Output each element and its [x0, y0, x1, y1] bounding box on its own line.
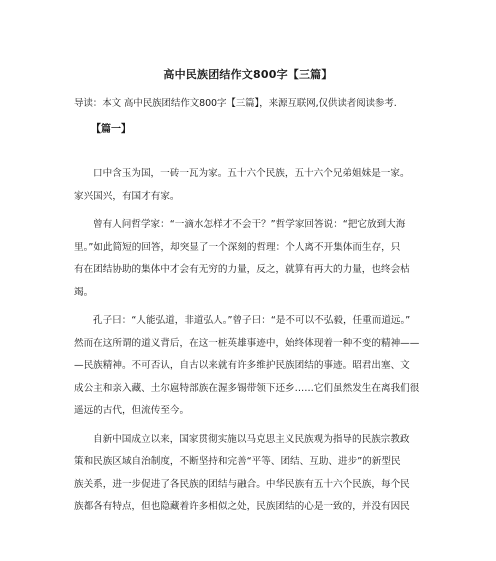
- paragraph-line: 口中含玉为国，一砖一瓦为家。五十六个民族，五十六个兄弟姐妹是一家。: [93, 168, 410, 179]
- document-intro: 导读：本文 高中民族团结作文800字【三篇】，来源互联网,仅供读者阅读参考.: [74, 98, 397, 109]
- paragraph-line: —民族精神。不可否认，自古以来就有许多维护民族团结的事迹。昭君出塞、文: [74, 360, 410, 371]
- paragraph-3: [74, 310, 436, 423]
- paragraph-line: 成公主和亲入藏、土尔扈特部族在渥多锡带领下还乡……它们虽然发生在离我们很: [74, 382, 420, 394]
- paragraph-line: 遥远的古代，但流传至今。: [74, 405, 190, 416]
- paragraph-2: [74, 214, 436, 304]
- paragraph-4: [74, 429, 436, 519]
- paragraph-line: 里。”如此简短的回答，却突显了一个深刻的哲理：个人离不开集体而生存，只: [74, 241, 401, 253]
- paragraph-line: 家兴国兴，有国才有家。: [74, 190, 180, 202]
- essay-body: [74, 163, 436, 525]
- paragraph-1: [74, 163, 436, 208]
- paragraph-line: 然而在这所谓的道义背后，在这一桩英雄事迹中，始终体现着一种不变的精神——: [74, 337, 420, 349]
- paragraph-line: 孔子曰：“人能弘道，非道弘人。”曾子曰：“是不可以不弘毅，任重而道远。”: [93, 315, 411, 326]
- paragraph-line: 曾有人问哲学家：“一滴水怎样才不会干？”哲学家回答说：“把它放到大海: [93, 219, 406, 230]
- paragraph-line: 竭。: [74, 286, 94, 298]
- paragraph-line: 自新中国成立以来，国家贯彻实施以马克思主义民族观为指导的民族宗教政: [93, 433, 410, 445]
- paragraph-line: 族都各有特点，但也隐藏着许多相似之处，民族团结的心是一致的，并没有因民: [74, 501, 410, 512]
- paragraph-line: 有在团结协助的集体中才会有无穷的力量，反之，就算有再大的力量，也终会枯: [74, 264, 410, 275]
- document-title: 高中民族团结作文800字【三篇】: [163, 68, 333, 81]
- section-heading: 【篇一】: [91, 124, 131, 135]
- paragraph-line: 族关系，进一步促进了各民族的团结与融合。中华民族有五十六个民族，每个民: [74, 478, 410, 490]
- paragraph-line: 策和民族区域自治制度，不断坚持和完善“平等、团结、互助、进步”的新型民: [74, 456, 401, 467]
